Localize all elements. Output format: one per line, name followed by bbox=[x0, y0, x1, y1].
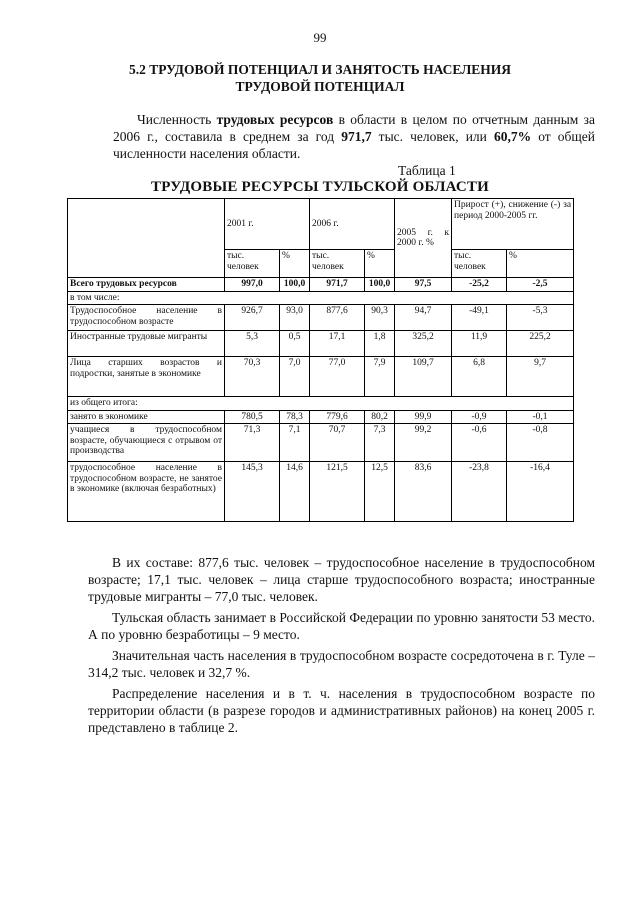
unit-percent-2006: % bbox=[365, 250, 395, 278]
paragraph: Тульская область занимает в Российской Федерации по уровню занятости 53 место. А по уровню безработицы – 9 место. bbox=[88, 610, 595, 642]
unit-thousand-2006: тыс. человек bbox=[310, 250, 365, 278]
paragraph: В их составе: 877,6 тыс. человек – трудоспособное население в трудоспособном возрасте; 17,1 тыс. человек – лица старше трудоспособного возраста; иностранные трудовые мигранты – 77,0 тыс. человек. bbox=[88, 555, 595, 604]
table-row: трудоспособное население в трудоспособном возрасте, не занятое в экономике (включая безработных) 145,3 14,6 121,5 12,5 83,6 -23,8 -16,4 bbox=[68, 462, 574, 522]
unit-percent-2001: % bbox=[280, 250, 310, 278]
table-row: в том числе: bbox=[68, 291, 574, 305]
table-row: Трудоспособное население в трудоспособном возрасте 926,7 93,0 877,6 90,3 94,7 -49,1 -5,3 bbox=[68, 305, 574, 331]
unit-percent-change: % bbox=[507, 250, 574, 278]
table-row: Иностранные трудовые мигранты 5,3 0,5 17,1 1,8 325,2 11,9 225,2 bbox=[68, 331, 574, 357]
header-empty-cell bbox=[68, 199, 225, 278]
table-row: занято в экономике 780,5 78,3 779,6 80,2 99,9 -0,9 -0,1 bbox=[68, 410, 574, 424]
intro-paragraph: Численность трудовых ресурсов в области в целом по отчетным данным за 2006 г., составила в среднем за год 971,7 тыс. человек, или 60,7% от общей численности населения области. bbox=[113, 112, 596, 161]
header-ratio: 2005 г. к 2000 г. % bbox=[395, 199, 452, 278]
table-title: ТРУДОВЫЕ РЕСУРСЫ ТУЛЬСКОЙ ОБЛАСТИ bbox=[151, 179, 489, 195]
table-caption: Таблица 1 bbox=[398, 163, 456, 178]
table-row: Лица старших возрастов и подростки, занятые в экономике 70,3 7,0 77,0 7,9 109,7 6,8 9,7 bbox=[68, 357, 574, 397]
table-row: учащиеся в трудоспособном возрасте, обучающиеся с отрывом от производства 71,3 7,1 70,7 7,3 99,2 -0,6 -0,8 bbox=[68, 424, 574, 462]
header-2006: 2006 г. bbox=[310, 199, 395, 250]
table-row: из общего итога: bbox=[68, 397, 574, 411]
labor-resources-table bbox=[67, 198, 574, 522]
page-number: 99 bbox=[313, 30, 327, 45]
header-change: Прирост (+), снижение (-) за период 2000-2005 гг. bbox=[452, 199, 574, 250]
subsection-heading: ТРУДОВОЙ ПОТЕНЦИАЛ bbox=[235, 79, 405, 94]
unit-thousand-2001: тыс. человек bbox=[225, 250, 280, 278]
body-text bbox=[88, 554, 595, 736]
unit-thousand-change: тыс. человек bbox=[452, 250, 507, 278]
header-2001: 2001 г. bbox=[225, 199, 310, 250]
table-row: Всего трудовых ресурсов 997,0 100,0 971,7 100,0 97,5 -25,2 -2,5 bbox=[68, 278, 574, 292]
paragraph: Распределение населения и в т. ч. населения в трудоспособном возрасте по территории области (в разрезе городов и административных районов) на конец 2005 г. представлено в таблице 2. bbox=[88, 686, 595, 735]
section-heading: 5.2 ТРУДОВОЙ ПОТЕНЦИАЛ И ЗАНЯТОСТЬ НАСЕЛЕНИЯ bbox=[128, 62, 512, 77]
paragraph: Значительная часть населения в трудоспособном возрасте сосредоточена в г. Туле – 314,2 тыс. человек и 32,7 %. bbox=[88, 648, 595, 680]
